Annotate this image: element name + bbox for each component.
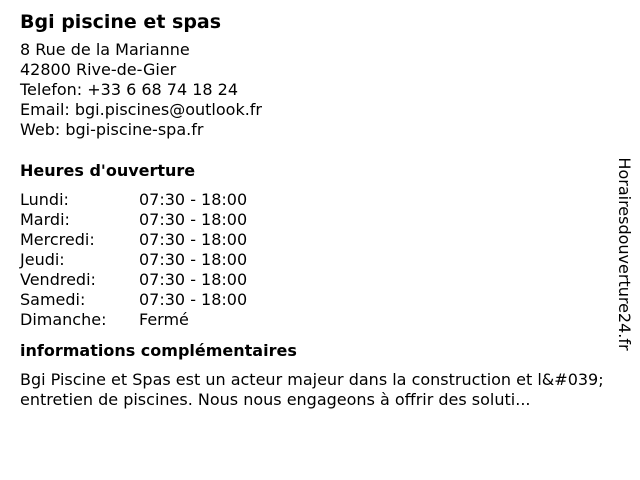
site-watermark: Horairesdouverture24.fr bbox=[615, 157, 634, 351]
time-range: 07:30 - 18:00 bbox=[139, 190, 248, 209]
time-range: 07:30 - 18:00 bbox=[139, 250, 248, 269]
day-label: Dimanche: bbox=[20, 310, 107, 329]
time-range: 07:30 - 18:00 bbox=[139, 210, 248, 229]
hours-row-sunday bbox=[20, 310, 247, 330]
additional-info-text: Bgi Piscine et Spas est un acteur majeur dans la construction et l&#039;entretien de piscines. Nous nous engageons à offrir des soluti... bbox=[20, 370, 604, 409]
day-label: Vendredi: bbox=[20, 270, 96, 289]
opening-hours-heading: Heures d'ouverture bbox=[20, 161, 196, 180]
time-range: 07:30 - 18:00 bbox=[139, 270, 248, 289]
hours-row-thursday bbox=[20, 250, 247, 270]
hours-row-wednesday bbox=[20, 230, 247, 250]
business-card bbox=[20, 8, 610, 410]
time-range: Fermé bbox=[139, 310, 189, 329]
hours-row-monday bbox=[20, 190, 247, 210]
time-range: 07:30 - 18:00 bbox=[139, 290, 248, 309]
day-label: Jeudi: bbox=[20, 250, 65, 269]
email-address[interactable]: Email: bgi.piscines@outlook.fr bbox=[20, 100, 262, 119]
time-range: 07:30 - 18:00 bbox=[139, 230, 248, 249]
opening-hours-table bbox=[20, 190, 247, 330]
address-street: 8 Rue de la Marianne bbox=[20, 40, 190, 59]
hours-row-friday bbox=[20, 270, 247, 290]
website-link[interactable]: Web: bgi-piscine-spa.fr bbox=[20, 120, 204, 139]
business-name: Bgi piscine et spas bbox=[20, 11, 222, 33]
hours-row-saturday bbox=[20, 290, 247, 310]
contact-block bbox=[20, 40, 610, 140]
day-label: Samedi: bbox=[20, 290, 86, 309]
day-label: Mercredi: bbox=[20, 230, 95, 249]
hours-row-tuesday bbox=[20, 210, 247, 230]
phone-number[interactable]: Telefon: +33 6 68 74 18 24 bbox=[20, 80, 239, 99]
day-label: Mardi: bbox=[20, 210, 70, 229]
additional-info-heading: informations complémentaires bbox=[20, 341, 297, 360]
day-label: Lundi: bbox=[20, 190, 69, 209]
address-city: 42800 Rive-de-Gier bbox=[20, 60, 177, 79]
